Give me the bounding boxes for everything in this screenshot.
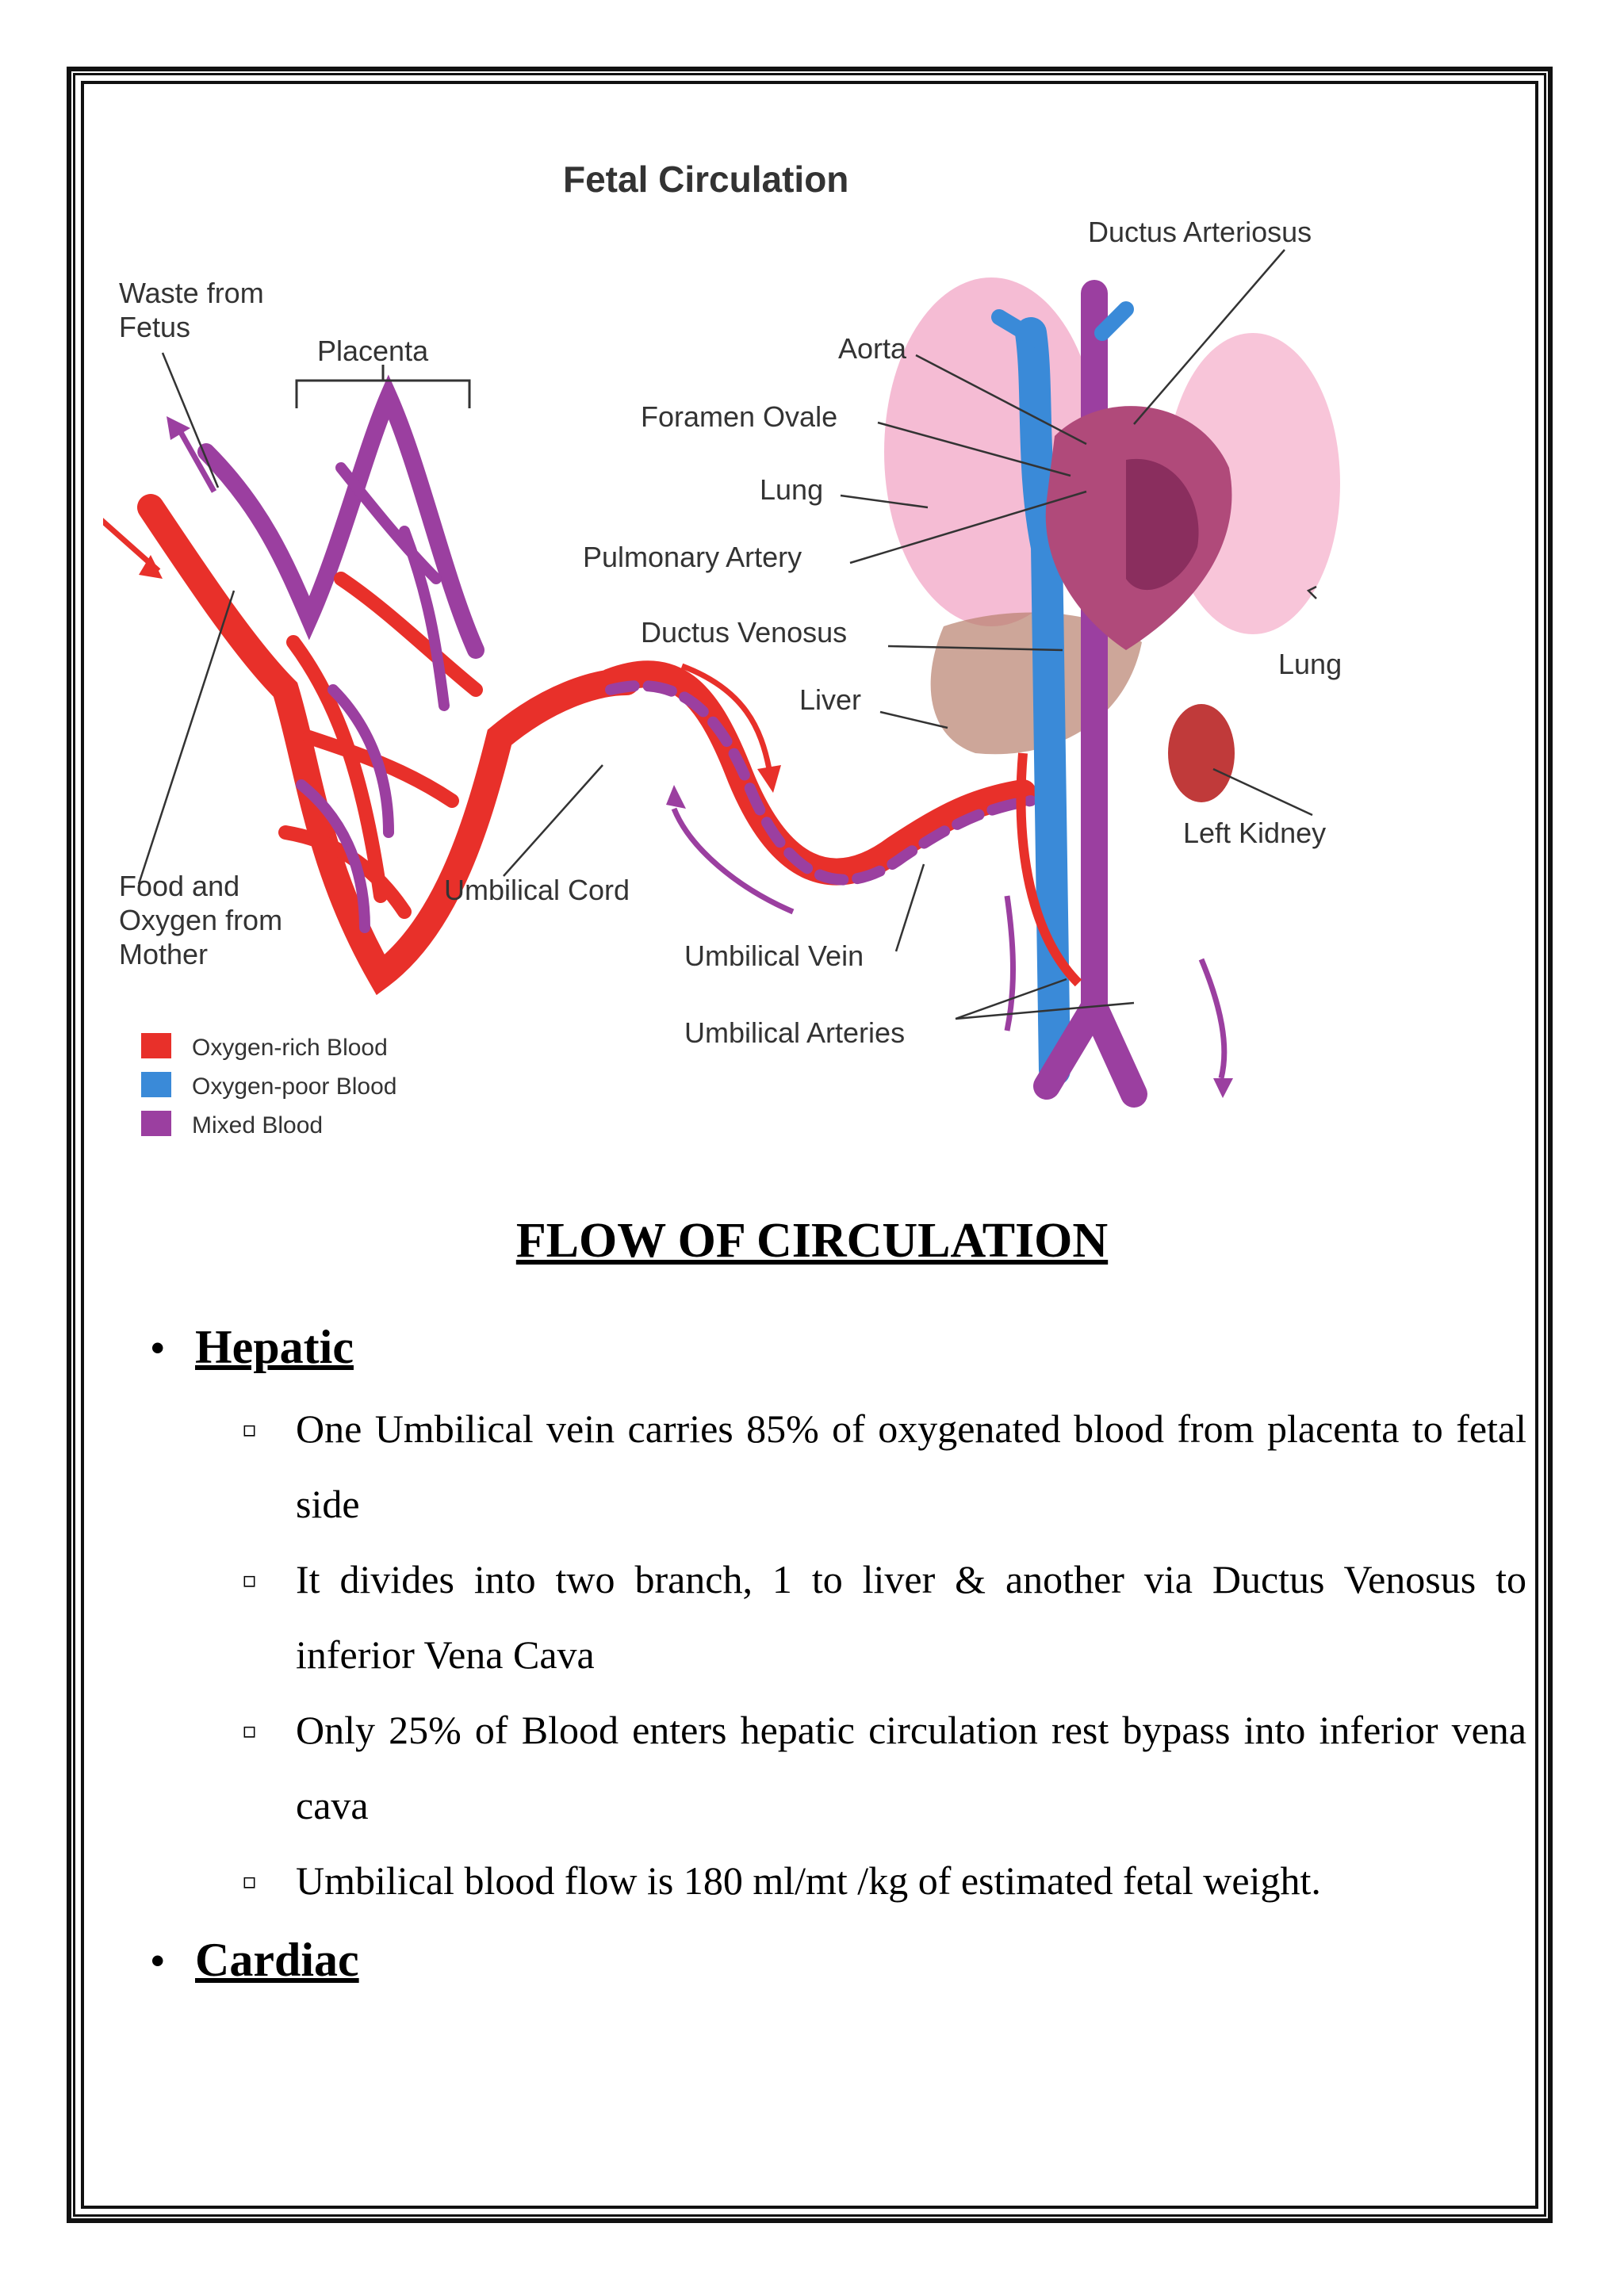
label-aorta: Aorta [838, 332, 907, 365]
heading-cardiac [151, 1933, 359, 1988]
label-umbilical-cord: Umbilical Cord [444, 874, 630, 906]
heading-cardiac-text: Cardiac [195, 1934, 359, 1986]
label-oxygen-from: Oxygen from [119, 904, 283, 936]
square-bullet-icon: ▫ [242, 1567, 257, 1593]
legend-swatch-oxygen-poor [141, 1072, 171, 1097]
square-bullet-icon: ▫ [242, 1717, 257, 1743]
label-foramen-ovale: Foramen Ovale [641, 400, 838, 433]
label-ductus-arteriosus: Ductus Arteriosus [1088, 216, 1312, 248]
list-item [242, 1391, 1526, 1542]
legend-swatch-oxygen-rich [141, 1033, 171, 1058]
label-pulmonary-artery: Pulmonary Artery [583, 541, 802, 573]
legend-label-oxygen-poor: Oxygen-poor Blood [192, 1073, 397, 1100]
label-food-and: Food and [119, 870, 240, 902]
hepatic-list [242, 1391, 1526, 1919]
label-waste-from: Waste from [119, 277, 264, 309]
list-item-text: It divides into two branch, 1 to liver & another via Ductus Venosus to inferior Vena Cava [296, 1557, 1526, 1677]
label-liver: Liver [799, 683, 862, 716]
legend [141, 1033, 397, 1138]
list-item-text: One Umbilical vein carries 85% of oxygenated blood from placenta to fetal side [296, 1406, 1526, 1526]
label-mother: Mother [119, 938, 209, 970]
bullet-icon: • [151, 1325, 165, 1370]
label-fetus: Fetus [119, 311, 191, 343]
bullet-icon: • [151, 1938, 165, 1983]
label-lung-right: Lung [1278, 648, 1342, 680]
legend-label-mixed: Mixed Blood [192, 1112, 324, 1138]
square-bullet-icon: ▫ [242, 1416, 257, 1442]
label-left-kidney: Left Kidney [1183, 817, 1327, 849]
list-item [242, 1542, 1526, 1693]
label-umbilical-arteries: Umbilical Arteries [684, 1016, 906, 1049]
list-item-text: Umbilical blood flow is 180 ml/mt /kg of estimated fetal weight. [296, 1858, 1321, 1903]
list-item-text: Only 25% of Blood enters hepatic circulation rest bypass into inferior vena cava [296, 1708, 1526, 1827]
label-umbilical-vein: Umbilical Vein [684, 939, 864, 972]
legend-label-oxygen-rich: Oxygen-rich Blood [192, 1035, 388, 1061]
diagram-title: Fetal Circulation [563, 159, 849, 200]
square-bullet-icon: ▫ [242, 1868, 257, 1894]
list-item [242, 1843, 1526, 1919]
heading-hepatic-text: Hepatic [195, 1321, 354, 1373]
label-placenta: Placenta [317, 335, 429, 367]
kidney-shape [1168, 704, 1235, 802]
fetal-circulation-diagram [103, 135, 1372, 1165]
legend-swatch-mixed [141, 1111, 171, 1136]
label-ductus-venosus: Ductus Venosus [641, 616, 848, 649]
label-lung-left: Lung [760, 473, 824, 506]
list-item [242, 1693, 1526, 1843]
heading-hepatic [151, 1320, 354, 1375]
section-title: FLOW OF CIRCULATION [515, 1214, 1109, 1268]
